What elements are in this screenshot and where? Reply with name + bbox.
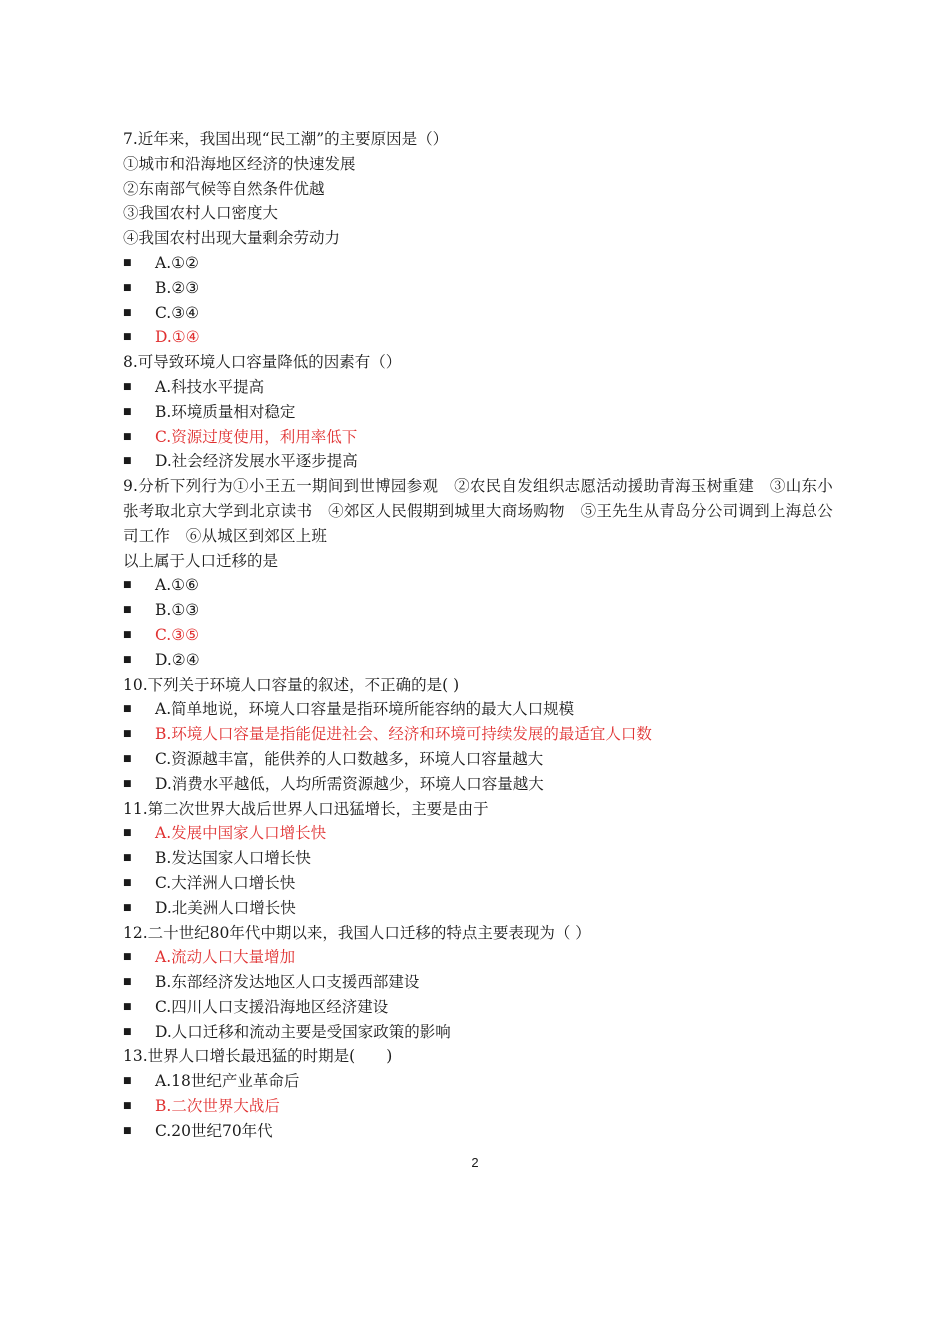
option-text: A.科技水平提高 xyxy=(155,377,265,396)
bullet-square-icon: ■ xyxy=(123,431,132,442)
bullet-square-icon: ■ xyxy=(123,654,132,665)
option-d xyxy=(123,449,833,474)
question-12 xyxy=(123,921,833,1045)
option-text: D.社会经济发展水平逐步提高 xyxy=(155,452,358,471)
option-text: A.发展中国家人口增长快 xyxy=(155,824,327,843)
bullet-square-icon: ■ xyxy=(123,580,132,591)
statement-item: ②东南部气候等自然条件优越 xyxy=(123,179,325,198)
option-text: B.二次世界大战后 xyxy=(155,1097,280,1116)
bullet-square-icon: ■ xyxy=(123,902,132,913)
statement-item: ①城市和沿海地区经济的快速发展 xyxy=(123,154,356,173)
option-text: B.环境质量相对稳定 xyxy=(155,402,296,421)
bullet-square-icon: ■ xyxy=(123,753,132,764)
bullet-square-icon: ■ xyxy=(123,332,132,343)
bullet-square-icon: ■ xyxy=(123,1076,132,1087)
question-stem: 13.世界人口增长最迅猛的时期是( ) xyxy=(123,1047,393,1066)
option-d-answer xyxy=(123,325,833,350)
option-a xyxy=(123,573,833,598)
question-7 xyxy=(123,127,833,350)
option-a xyxy=(123,697,833,722)
option-d xyxy=(123,896,833,921)
question-stem: 10.下列关于环境人口容量的叙述，不正确的是( ) xyxy=(123,675,460,694)
option-text: B.东部经济发达地区人口支援西部建设 xyxy=(155,973,420,992)
bullet-square-icon: ■ xyxy=(123,828,132,839)
bullet-square-icon: ■ xyxy=(123,257,132,268)
option-a xyxy=(123,251,833,276)
option-text: D.人口迁移和流动主要是受国家政策的影响 xyxy=(155,1022,451,1041)
bullet-square-icon: ■ xyxy=(123,406,132,417)
option-d xyxy=(123,648,833,673)
option-b-answer xyxy=(123,722,833,747)
option-text: D.北美洲人口增长快 xyxy=(155,898,296,917)
page-number: 2 xyxy=(471,1155,479,1170)
bullet-square-icon: ■ xyxy=(123,456,132,467)
option-text: A.①⑥ xyxy=(155,576,199,595)
option-text: C.资源越丰富，能供养的人口数越多，环境人口容量越大 xyxy=(155,749,544,768)
question-substem: 以上属于人口迁移的是 xyxy=(123,551,279,570)
statement-item: ③我国农村人口密度大 xyxy=(123,204,279,223)
bullet-square-icon: ■ xyxy=(123,1125,132,1136)
question-stem: 12.二十世纪80年代中期以来，我国人口迁移的特点主要表现为（ ） xyxy=(123,923,591,942)
bullet-square-icon: ■ xyxy=(123,605,132,616)
option-text: C.大洋洲人口增长快 xyxy=(155,873,296,892)
bullet-square-icon: ■ xyxy=(123,381,132,392)
question-stem: 11.第二次世界大战后世界人口迅猛增长，主要是由于 xyxy=(123,799,489,818)
option-c xyxy=(123,747,833,772)
option-b xyxy=(123,276,833,301)
option-text: C.20世纪70年代 xyxy=(155,1121,273,1140)
option-text: A.简单地说，环境人口容量是指环境所能容纳的最大人口规模 xyxy=(155,700,575,719)
bullet-square-icon: ■ xyxy=(123,729,132,740)
option-text: B.①③ xyxy=(155,601,200,620)
option-text: C.③⑤ xyxy=(155,625,200,644)
bullet-square-icon: ■ xyxy=(123,1026,132,1037)
option-text: D.消费水平越低，人均所需资源越少，环境人口容量越大 xyxy=(155,774,544,793)
question-9 xyxy=(123,474,833,672)
option-text: C.③④ xyxy=(155,303,200,322)
option-a-answer xyxy=(123,821,833,846)
option-text: B.环境人口容量是指能促进社会、经济和环境可持续发展的最适宜人口数 xyxy=(155,725,652,744)
option-text: C.四川人口支援沿海地区经济建设 xyxy=(155,997,389,1016)
option-b xyxy=(123,970,833,995)
option-text: A.流动人口大量增加 xyxy=(155,948,296,967)
option-c-answer xyxy=(123,425,833,450)
option-c-answer xyxy=(123,623,833,648)
question-8 xyxy=(123,350,833,474)
option-text: D.②④ xyxy=(155,650,200,669)
bullet-square-icon: ■ xyxy=(123,282,132,293)
option-text: A.18世纪产业革命后 xyxy=(155,1072,300,1091)
option-a xyxy=(123,1069,833,1094)
option-a-answer xyxy=(123,945,833,970)
question-list xyxy=(123,127,833,1144)
bullet-square-icon: ■ xyxy=(123,952,132,963)
statement-item: ④我国农村出现大量剩余劳动力 xyxy=(123,229,341,248)
question-13 xyxy=(123,1044,833,1143)
option-b xyxy=(123,598,833,623)
option-text: B.发达国家人口增长快 xyxy=(155,849,311,868)
option-text: A.①② xyxy=(155,253,199,272)
option-text: B.②③ xyxy=(155,278,200,297)
question-stem: 8.可导致环境人口容量降低的因素有（） xyxy=(123,353,402,372)
option-a xyxy=(123,375,833,400)
question-10 xyxy=(123,673,833,797)
bullet-square-icon: ■ xyxy=(123,977,132,988)
question-11 xyxy=(123,797,833,921)
bullet-square-icon: ■ xyxy=(123,1001,132,1012)
option-c xyxy=(123,1119,833,1144)
option-text: C.资源过度使用，利用率低下 xyxy=(155,427,358,446)
option-d xyxy=(123,1020,833,1045)
option-b-answer xyxy=(123,1094,833,1119)
bullet-square-icon: ■ xyxy=(123,307,132,318)
bullet-square-icon: ■ xyxy=(123,877,132,888)
option-c xyxy=(123,995,833,1020)
bullet-square-icon: ■ xyxy=(123,778,132,789)
bullet-square-icon: ■ xyxy=(123,629,132,640)
option-b xyxy=(123,846,833,871)
option-text: D.①④ xyxy=(155,328,200,347)
option-b xyxy=(123,400,833,425)
bullet-square-icon: ■ xyxy=(123,704,132,715)
question-stem: 9.分析下列行为①小王五一期间到世博园参观 ②农民自发组织志愿活动援助青海玉树重建 ③山东小张考取北京大学到北京读书 ④郊区人民假期到城里大商场购物 ⑤王先生从青岛分公司调到上海总公司工作 ⑥从城区到郊区上班 xyxy=(123,477,833,545)
bullet-square-icon: ■ xyxy=(123,853,132,864)
option-c xyxy=(123,301,833,326)
option-c xyxy=(123,871,833,896)
question-stem: 7.近年来，我国出现“民工潮”的主要原因是（） xyxy=(123,130,449,148)
option-d xyxy=(123,772,833,797)
bullet-square-icon: ■ xyxy=(123,1101,132,1112)
